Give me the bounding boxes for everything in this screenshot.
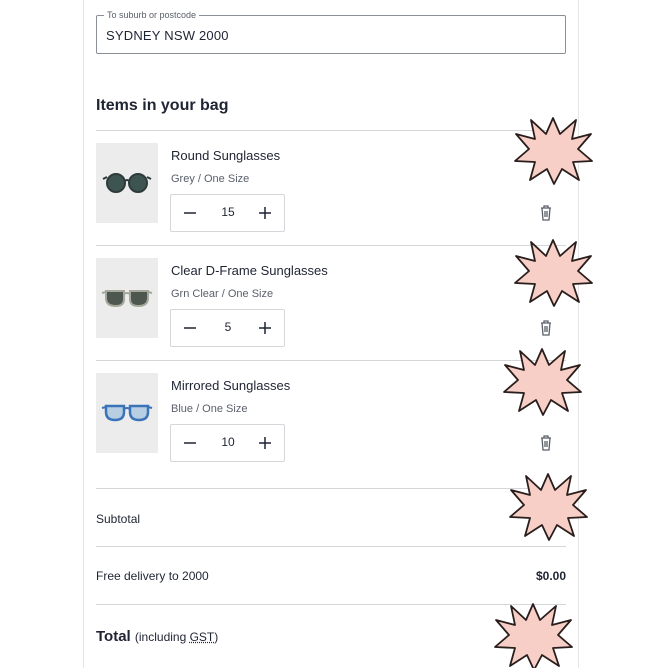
- trash-icon[interactable]: [538, 319, 554, 337]
- redaction-burst-icon: [512, 236, 594, 308]
- total-label: [96, 628, 218, 645]
- plus-icon: [258, 321, 272, 335]
- quantity-stepper[interactable]: [170, 309, 285, 347]
- bag-item-mirrored-sunglasses: [96, 361, 566, 475]
- plus-icon: [258, 436, 272, 450]
- increase-quantity-button[interactable]: [246, 310, 284, 346]
- mirrored-sunglasses-icon: [101, 401, 153, 425]
- product-thumbnail[interactable]: [96, 143, 158, 223]
- total-note: [135, 630, 218, 644]
- redaction-burst-icon: [501, 345, 583, 417]
- quantity-value[interactable]: 15: [221, 205, 235, 219]
- item-variant: Blue / One Size: [171, 403, 248, 415]
- divider: [96, 488, 566, 489]
- increase-quantity-button[interactable]: [246, 195, 284, 231]
- divider: [96, 546, 566, 547]
- item-name[interactable]: Mirrored Sunglasses: [171, 378, 291, 393]
- quantity-value[interactable]: 5: [224, 320, 232, 334]
- decrease-quantity-button[interactable]: [171, 425, 209, 461]
- d-frame-sunglasses-icon: [101, 286, 153, 310]
- postcode-input[interactable]: [106, 28, 546, 43]
- quantity-stepper[interactable]: [170, 194, 285, 232]
- minus-icon: [183, 206, 197, 220]
- quantity-value[interactable]: 10: [221, 435, 235, 449]
- total-note-prefix: (including: [134, 630, 190, 644]
- quantity-stepper[interactable]: [170, 424, 285, 462]
- decrease-quantity-button[interactable]: [171, 195, 209, 231]
- bag-item-clear-d-frame-sunglasses: [96, 246, 566, 360]
- plus-icon: [258, 206, 272, 220]
- bag-item-round-sunglasses: [96, 131, 566, 245]
- redaction-burst-icon: [492, 600, 574, 668]
- gst-term[interactable]: GST: [189, 630, 215, 644]
- redaction-burst-icon: [507, 470, 589, 542]
- bag-title: Items in your bag: [96, 97, 229, 114]
- delivery-label: Free delivery to 2000: [96, 569, 209, 583]
- trash-icon[interactable]: [538, 434, 554, 452]
- subtotal-label: Subtotal: [96, 512, 141, 526]
- decrease-quantity-button[interactable]: [171, 310, 209, 346]
- product-thumbnail[interactable]: [96, 373, 158, 453]
- delivery-value: $0.00: [535, 569, 566, 583]
- item-variant: Grn Clear / One Size: [171, 288, 274, 300]
- redaction-burst-icon: [512, 114, 594, 186]
- item-name[interactable]: Round Sunglasses: [171, 148, 281, 163]
- total-note-suffix: ): [214, 630, 219, 644]
- minus-icon: [183, 321, 197, 335]
- minus-icon: [183, 436, 197, 450]
- total-label-text: Total: [96, 628, 131, 645]
- round-sunglasses-icon: [101, 171, 153, 195]
- item-variant: Grey / One Size: [171, 173, 250, 185]
- trash-icon[interactable]: [538, 204, 554, 222]
- increase-quantity-button[interactable]: [246, 425, 284, 461]
- item-name[interactable]: Clear D-Frame Sunglasses: [171, 263, 328, 278]
- product-thumbnail[interactable]: [96, 258, 158, 338]
- postcode-field[interactable]: [96, 10, 566, 54]
- postcode-field-label: To suburb or postcode: [104, 10, 199, 21]
